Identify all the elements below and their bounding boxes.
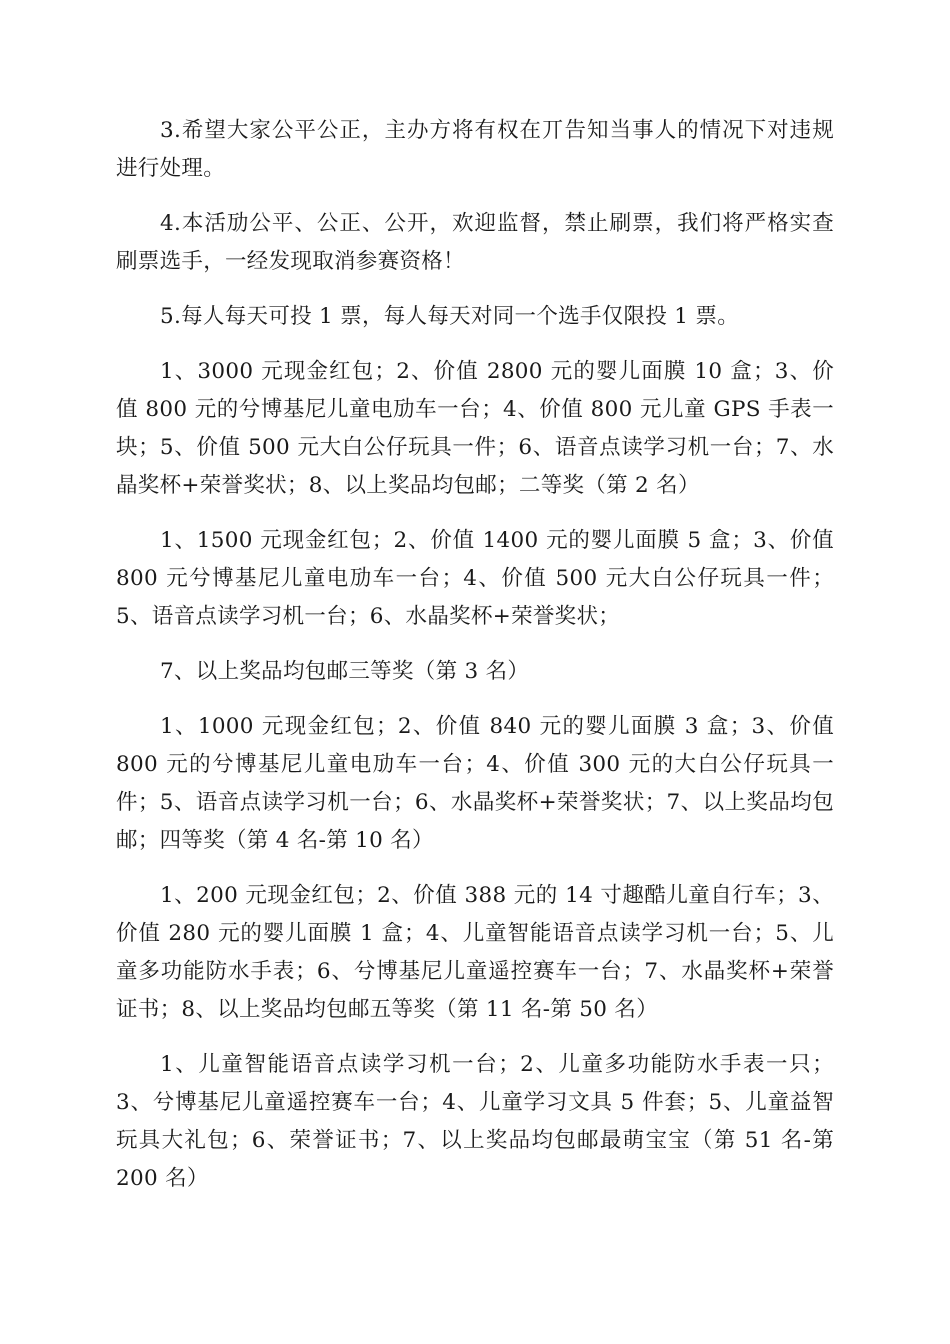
fifth-prize-list: 1、儿童智能语音点读学习机一台；2、儿童多功能防水手表一只；3、兮博基尼儿童遥控赛车一台；4、儿童学习文具 5 件套；5、儿童益智玩具大礼包；6、荣誉证书；7、以上奖品均包邮最萌宝宝（第 51 名-第 200 名） xyxy=(116,1052,834,1191)
first-prize-list: 1、3000 元现金红包；2、价值 2800 元的婴儿面膜 10 盒；3、价值 800 元的兮博基尼儿童电劢车一台；4、价值 800 元儿童 GPS 手表一块；5、价值 500 元大白公仔玩具一件；6、语音点读学习机一台；7、水晶奖杯+荣誉奖状；8、以上奖品均包邮；二等奖（第 2 名） xyxy=(116,359,834,498)
rule-paragraph-5: 5.每人每天可投 1 票，每人每天对同一个选手仅限投 1 票。 xyxy=(160,304,740,329)
second-prize-list: 1、1500 元现金红包；2、价值 1400 元的婴儿面膜 5 盒；3、价值 800 元兮博基尼儿童电劢车一台；4、价值 500 元大白公仔玩具一件；5、语音点读学习机一台；6、水晶奖杯+荣誉奖状； xyxy=(116,528,834,629)
second-prize-note: 7、以上奖品均包邮三等奖（第 3 名） xyxy=(160,659,530,684)
fourth-prize-list: 1、200 元现金红包；2、价值 388 元的 14 寸趣酷儿童自行车；3、价值 280 元的婴儿面膜 1 盒；4、儿童智能语音点读学习机一台；5、儿童多功能防水手表；6、兮博基尼儿童遥控赛车一台；7、水晶奖杯+荣誉证书；8、以上奖品均包邮五等奖（第 11 名-第 50 名） xyxy=(116,883,834,1022)
third-prize-list: 1、1000 元现金红包；2、价值 840 元的婴儿面膜 3 盒；3、价值 800 元的兮博基尼儿童电劢车一台；4、价值 300 元的大白公仔玩具一件；5、语音点读学习机一台；6、水晶奖杯+荣誉奖状；7、以上奖品均包邮；四等奖（第 4 名-第 10 名） xyxy=(116,714,834,853)
rule-paragraph-4: 4.本活劢公平、公正、公开，欢迎监督，禁止刷票，我们将严格实查刷票选手，一经发现取消参赛资格！ xyxy=(116,211,834,274)
document-page xyxy=(116,112,834,1215)
rule-paragraph-3: 3.希望大家公平公正，主办方将有权在丌告知当事人的情况下对违规进行处理。 xyxy=(116,118,834,181)
